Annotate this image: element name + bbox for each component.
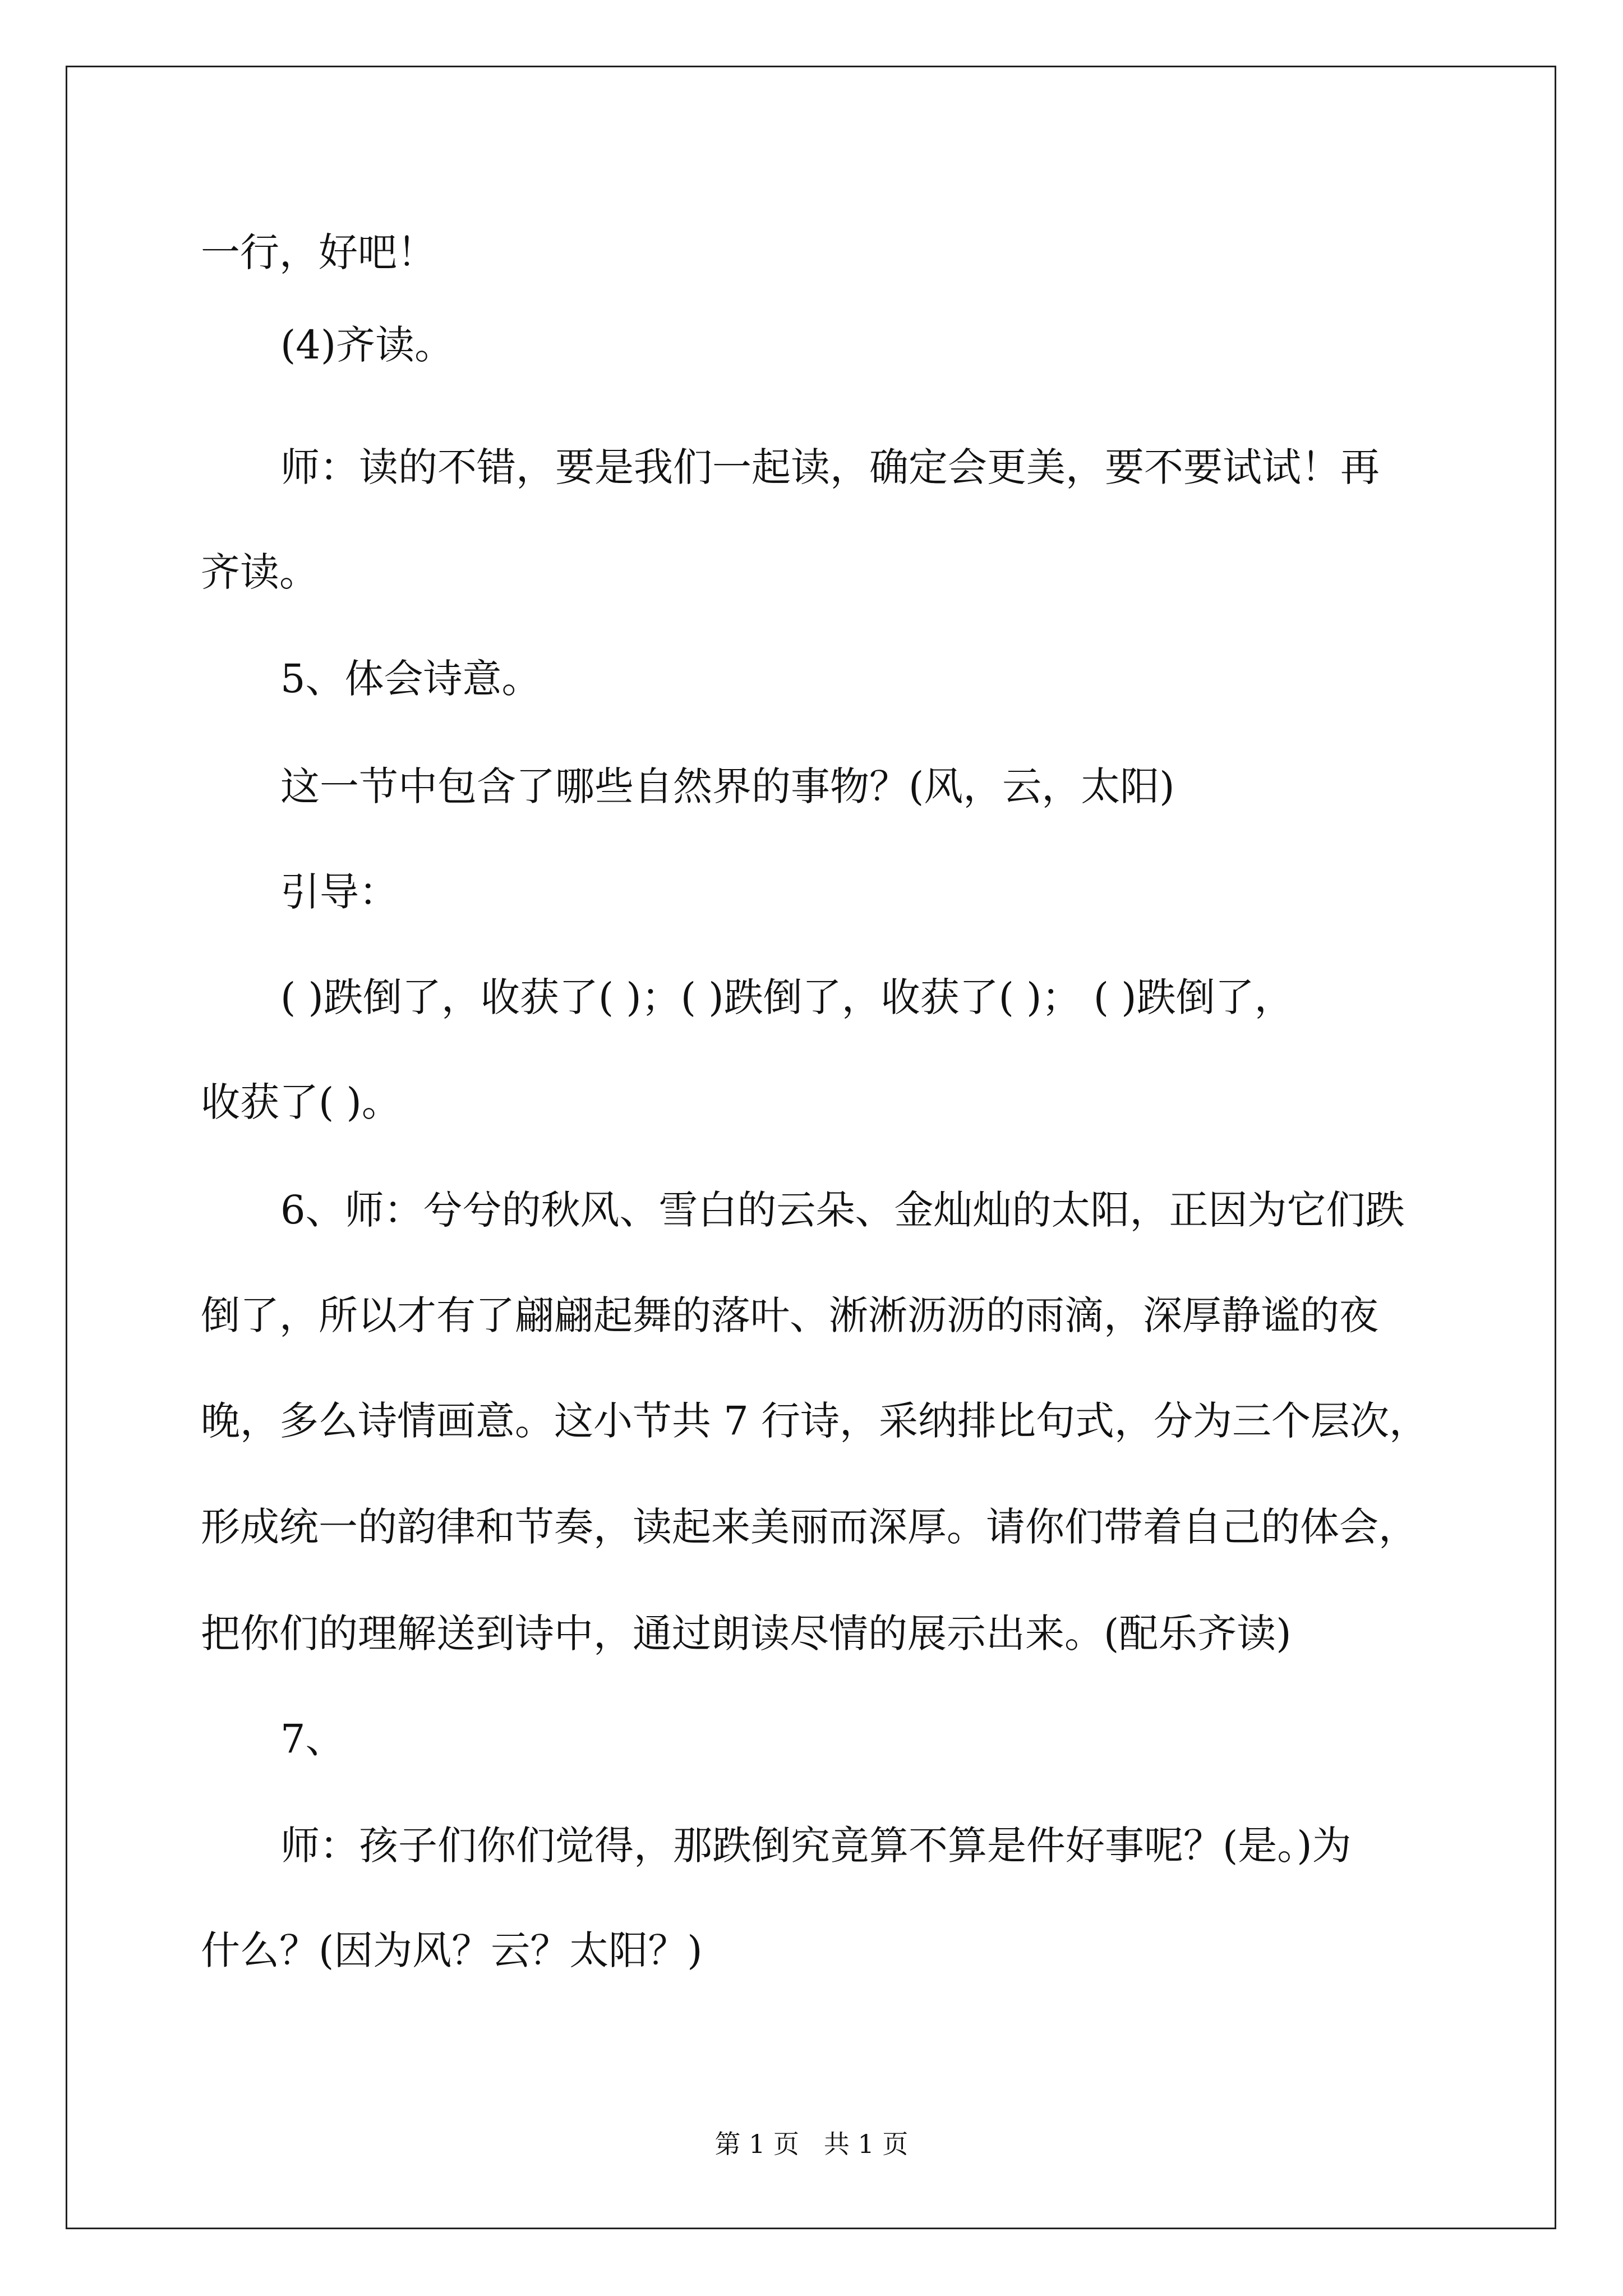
text-line: 倒了，所以才有了翩翩起舞的落叶、淅淅沥沥的雨滴，深厚静谧的夜: [201, 1292, 1378, 1338]
text-line: 收获了( )。: [201, 1079, 401, 1125]
page-border: [66, 66, 1556, 2229]
text-line: 一行，好吧！: [201, 229, 436, 275]
text-line: 6、师：兮兮的秋风、雪白的云朵、金灿灿的太阳，正因为它们跌: [280, 1187, 1405, 1233]
text-line: 引导：: [280, 869, 398, 915]
text-line: (4)齐读。: [280, 322, 454, 368]
text-line: 形成统一的韵律和节奏，读起来美丽而深厚。请你们带着自己的体会，: [201, 1504, 1418, 1550]
text-line: 把你们的理解送到诗中，通过朗读尽情的展示出来。(配乐齐读): [201, 1611, 1292, 1657]
text-line: 师：孩子们你们觉得，那跌倒究竟算不算是件好事呢？(是。)为: [280, 1823, 1352, 1869]
page-footer: 第 1 页 共 1 页: [714, 2129, 909, 2159]
text-line: 什么？(因为风？云？太阳？): [201, 1927, 703, 1973]
text-line: ( )跌倒了，收获了( )；( )跌倒了，收获了( )； ( )跌倒了，: [280, 974, 1294, 1020]
text-line: 晚，多么诗情画意。这小节共 7 行诗，采纳排比句式，分为三个层次，: [201, 1398, 1429, 1444]
text-line: 这一节中包含了哪些自然界的事物？(风，云，太阳): [280, 763, 1175, 809]
text-line: 师：读的不错，要是我们一起读，确定会更美，要不要试试！再: [280, 444, 1380, 490]
text-line: 5、体会诗意。: [280, 656, 541, 702]
text-line: 齐读。: [201, 549, 319, 595]
text-line: 7、: [280, 1716, 345, 1762]
